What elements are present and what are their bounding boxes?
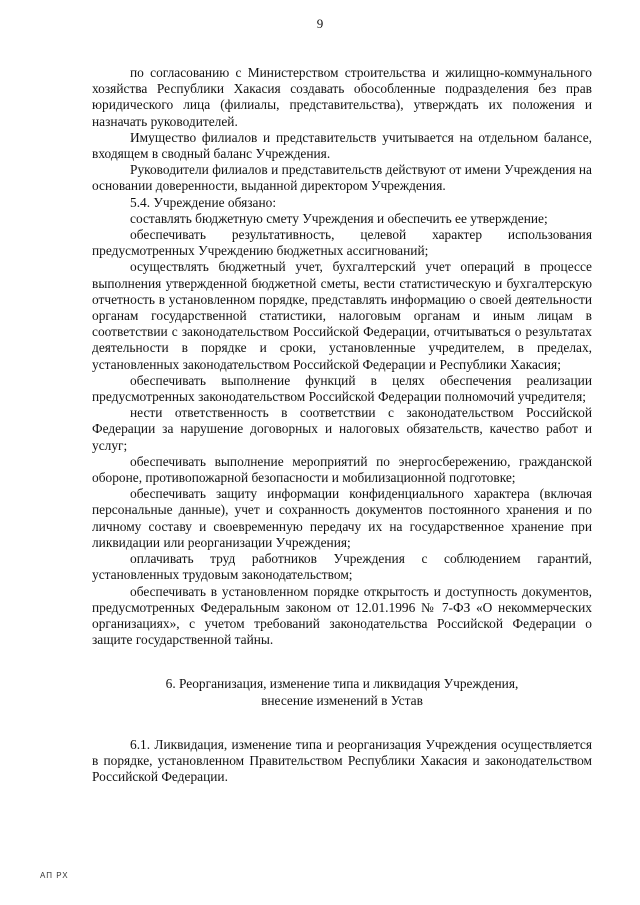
paragraph: Имущество филиалов и представительств учитывается на отдельном балансе, входящем в сводный баланс Учреждения. [92,129,592,162]
document-body [92,65,592,785]
paragraph: обеспечивать выполнение мероприятий по энергосбережению, гражданской обороне, противопожарной безопасности и мобилизационной подготовке; [92,453,592,486]
paragraph: оплачивать труд работников Учреждения с соблюдением гарантий, установленных трудовым законодательством; [92,551,592,583]
section-heading [92,676,592,708]
section-heading-line: 6. Реорганизация, изменение типа и ликвидация Учреждения, [165,676,519,692]
paragraph: нести ответственность в соответствии с законодательством Российской Федерации за нарушение договорных и налоговых обязательств, качество работ и услуг; [92,405,592,453]
paragraph: 6.1. Ликвидация, изменение типа и реорганизация Учреждения осуществляется в порядке, установленном Правительством Республики Хакасия и законодательством Российской Федерации. [92,736,592,785]
paragraph: обеспечивать результативность, целевой характер использования предусмотренных Учреждению бюджетных ассигнований; [92,227,592,259]
paragraph: осуществлять бюджетный учет, бухгалтерский учет операций в процессе выполнения утвержденной бюджетной сметы, вести статистическую и бухгалтерскую отчетность в установленном порядке, представлять информацию о своей деятельности органам государственной статистики, налоговым органам и иным лицам в соответствии с законодательством Российской Федерации, отчитываться о результатах деятельности в порядке и сроки, установленные учредителем, в пределах, установленных законодательством Российской Федерации и Республики Хакасия; [92,259,592,372]
paragraph: Руководители филиалов и представительств действуют от имени Учреждения на основании доверенности, выданной директором Учреждения. [92,162,592,194]
paragraph: составлять бюджетную смету Учреждения и обеспечить ее утверждение; [130,210,548,226]
page-number: 9 [316,16,324,31]
section-heading-line: внесение изменений в Устав [261,692,423,708]
paragraph: обеспечивать в установленном порядке открытость и доступность документов, предусмотренных Федеральным законом от 12.01.1996 № 7-ФЗ «О некоммерческих организациях», с учетом требований законодательства Российской Федерации о защите государственной тайны. [92,583,592,648]
clause-heading: 5.4. Учреждение обязано: [130,194,277,210]
paragraph: по согласованию с Министерством строительства и жилищно-коммунального хозяйства Республики Хакасия создавать обособленные подразделения без прав юридического лица (филиалы, представительства), утверждать их положения и назначать руководителей. [92,65,592,129]
paragraph: обеспечивать защиту информации конфиденциального характера (включая персональные данные), учет и сохранность документов постоянного хранения и по личному составу и своевременную передачу их на государственное хранение при ликвидации или реорганизации Учреждения; [92,486,592,550]
paragraph: обеспечивать выполнение функций в целях обеспечения реализации предусмотренных законодательством Российской Федерации полномочий учредителя; [92,372,592,405]
footer-mark: АП РХ [40,871,69,880]
